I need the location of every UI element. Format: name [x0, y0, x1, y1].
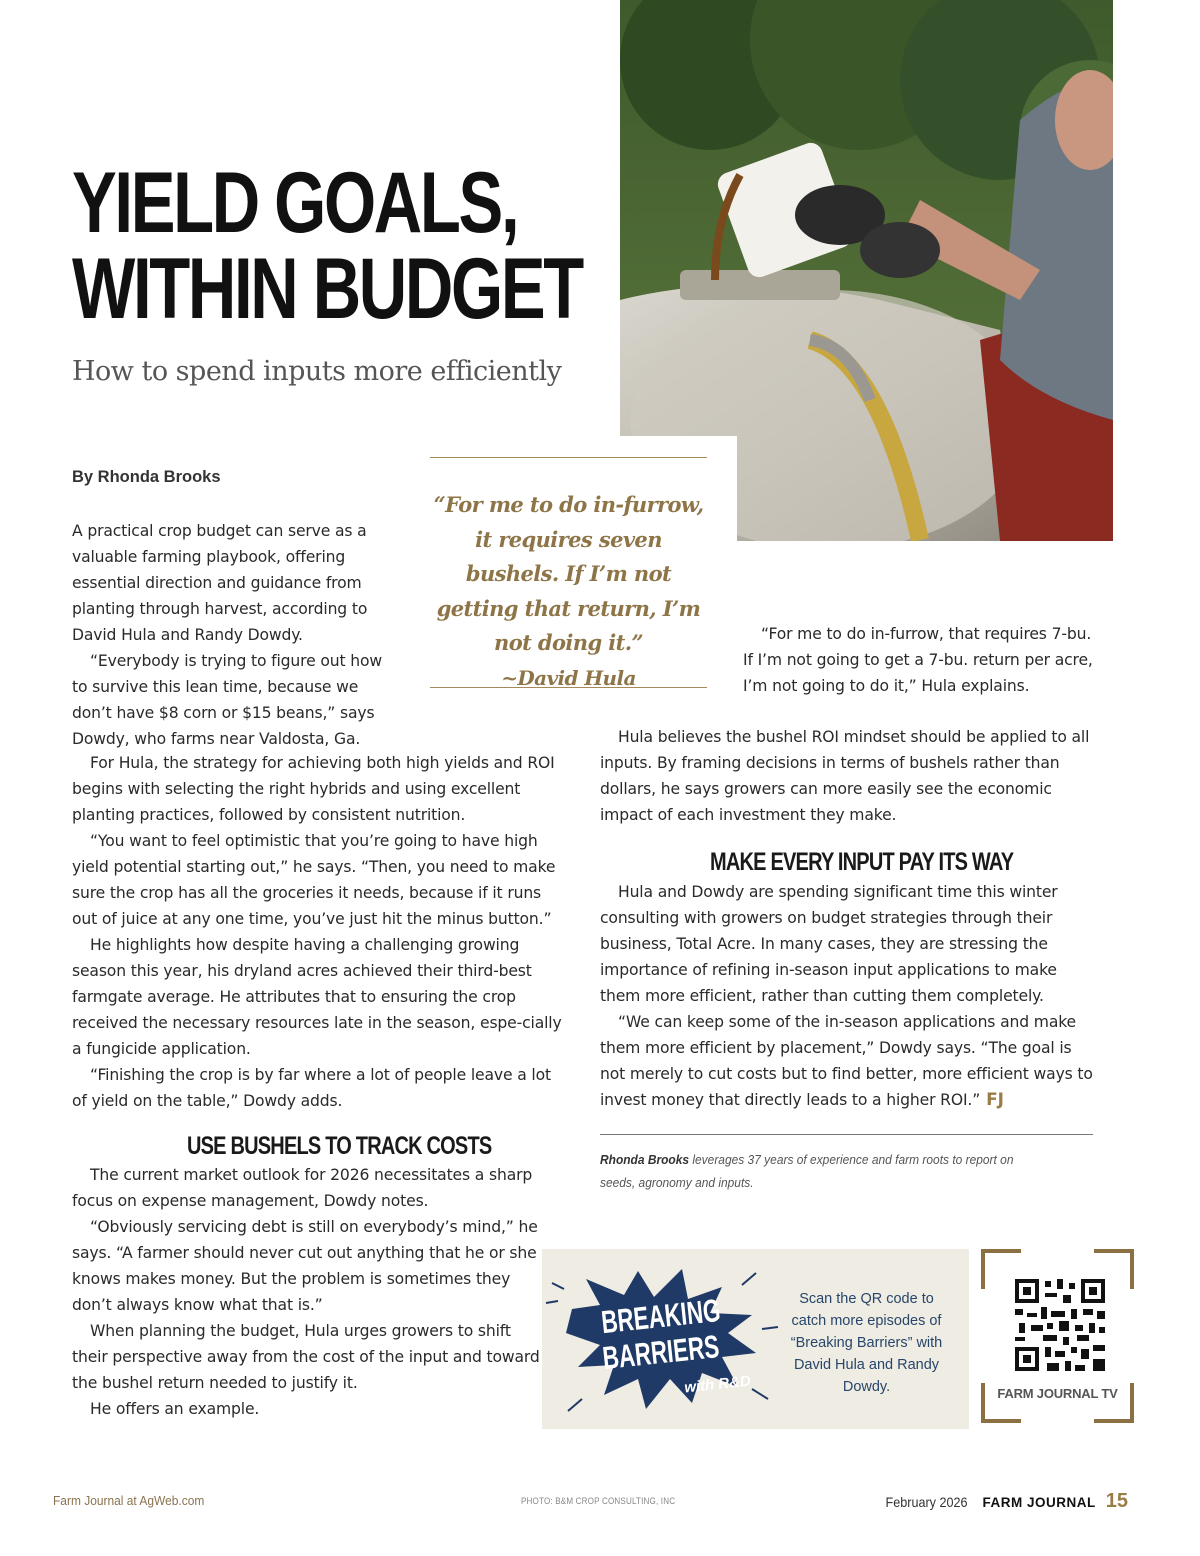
- body-paragraph: The current market outlook for 2026 necessitates a sharp focus on expense management, Dowdy notes.: [72, 1166, 533, 1210]
- body-column-2-top: [743, 621, 1095, 699]
- footer-site-link[interactable]: Farm Journal at AgWeb.com: [53, 1493, 205, 1508]
- qr-code-icon: [1015, 1279, 1105, 1371]
- end-mark: FJ: [986, 1090, 1004, 1110]
- body-paragraph: He offers an example.: [90, 1400, 260, 1418]
- body-paragraph: “Obviously servicing debt is still on everybody’s mind,” he says. “A farmer should never cut out anything that he or she knows makes money. But the problem is sometimes they don’t always know what that is.”: [72, 1218, 538, 1314]
- footer-date: February 2026: [885, 1494, 968, 1510]
- bio-divider: [600, 1134, 1093, 1135]
- article-headline: [72, 155, 582, 337]
- byline: By Rhonda Brooks: [72, 468, 221, 486]
- body-column-1-middle: [72, 750, 564, 1114]
- subhead-use-bushels: USE BUSHELS TO TRACK COSTS: [187, 1132, 492, 1160]
- logo-line-1: BREAKING: [599, 1291, 723, 1341]
- body-paragraph: A practical crop budget can serve as a valuable farming playbook, offering essential direction and guidance from planting through harvest, according to David Hula and Randy Dowdy.: [72, 522, 368, 644]
- body-paragraph: “For me to do in-furrow, that requires 7-bu. If I’m not going to get a 7-bu. return per acre, I’m not going to do it,” Hula explains.: [743, 625, 1093, 695]
- body-paragraph: He highlights how despite having a challenging growing season this year, his dryland acres achieved their third-best farmgate average. He attributes that to ensuring the crop received the necessary resources late in the season, espe-cially a fungicide application.: [72, 936, 562, 1058]
- photo-credit: PHOTO: B&M CROP CONSULTING, INC: [521, 1496, 676, 1507]
- article-deck: How to spend inputs more efficiently: [72, 356, 562, 387]
- body-column-2-middle: [600, 724, 1100, 828]
- body-paragraph: When planning the budget, Hula urges growers to shift their perspective away from the cost of the input and toward the bushel return needed to justify it.: [72, 1322, 540, 1392]
- pull-quote-attribution: ~David Hula: [501, 665, 636, 690]
- footer-folio: [881, 1490, 1128, 1513]
- promo-text: Scan the QR code to catch more episodes of “Breaking Barriers” with David Hula and Randy Dowdy.: [790, 1291, 943, 1395]
- subhead-make-every-input: MAKE EVERY INPUT PAY ITS WAY: [710, 848, 1014, 876]
- logo-line-2: BARRIERS: [600, 1328, 721, 1377]
- body-column-1-bottom: [72, 1162, 542, 1422]
- body-paragraph: Hula and Dowdy are spending significant time this winter consulting with growers on budget strategies through their business, Total Acre. In many cases, they are stressing the importance of refining in-season input applications to make them more efficient, rather than cutting them completely.: [600, 883, 1058, 1005]
- pull-quote: [430, 457, 707, 688]
- footer-magazine-name: FARM JOURNAL: [982, 1495, 1096, 1510]
- body-paragraph: For Hula, the strategy for achieving both high yields and ROI begins with selecting the right hybrids and using excellent planting practices, followed by consistent nutrition.: [72, 754, 555, 824]
- headline-line-2: WITHIN BUDGET: [72, 241, 582, 337]
- headline-line-1: YIELD GOALS,: [72, 155, 518, 251]
- bio-text: leverages 37 years of experience and farm roots to report on seeds, agronomy and inputs.: [600, 1152, 1014, 1190]
- body-paragraph: Hula believes the bushel ROI mindset should be applied to all inputs. By framing decisions in terms of bushels rather than dollars, he says growers can more easily see the economic impact of each investment they make.: [600, 728, 1090, 824]
- body-paragraph: “Everybody is trying to figure out how to survive this lean time, because we don’t have $8 corn or $15 beans,” says Dowdy, who farms near Valdosta, Ga.: [72, 652, 382, 748]
- qr-label: FARM JOURNAL TV: [997, 1386, 1118, 1401]
- body-paragraph-text: “We can keep some of the in-season applications and make them more efficient by placement,” Dowdy says. “The goal is not merely to cut costs but to find better, more efficient ways to invest money that directly leads to a higher ROI.”: [600, 1013, 1093, 1109]
- bio-name: Rhonda Brooks: [600, 1152, 690, 1167]
- body-paragraph: “Finishing the crop is by far where a lot of people leave a lot of yield on the table,” Dowdy adds.: [72, 1066, 551, 1110]
- author-bio: [600, 1148, 1032, 1194]
- body-column-1-top: [72, 518, 390, 752]
- body-paragraph: “You want to feel optimistic that you’re going to have high yield potential starting out,” he says. “Then, you need to make sure the crop has all the groceries it needs, because if it runs out of juice at any one time, you’ve just hit the minus button.”: [72, 832, 556, 928]
- body-column-2-bottom: [600, 879, 1100, 1113]
- body-paragraph: [600, 1009, 1100, 1113]
- pull-quote-text: “For me to do in-furrow, it requires seven bushels. If I’m not getting that return, I’m not doing it.”: [433, 492, 704, 655]
- breaking-barriers-logo: [542, 1249, 782, 1429]
- logo-line-3: with R&D: [683, 1372, 752, 1397]
- page-number: 15: [1105, 1490, 1128, 1512]
